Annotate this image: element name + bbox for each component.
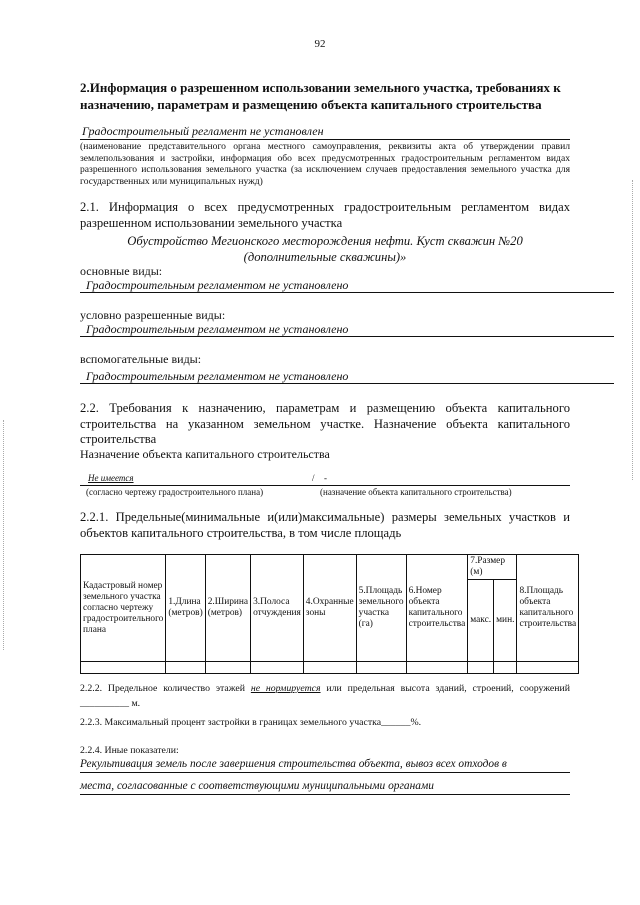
section-heading: 2.Информация о разрешенном использовании земельного участка, требованиях к назначению, параметрам и размещению объекта капитального строительства — [80, 80, 561, 112]
purpose-slash: / — [312, 473, 315, 483]
other-indicators-line2 — [80, 780, 570, 795]
object-name-line1: Обустройство Мегионского месторождения нефти. Куст скважин №20 — [127, 234, 523, 248]
col-size: 7.Размер (м) — [468, 555, 517, 580]
regulation-statement — [80, 124, 570, 140]
auxiliary-uses-label: вспомогательные виды: — [80, 352, 202, 366]
floors-value: не нормируется — [250, 683, 321, 694]
floors-prefix: 2.2.2. Предельное количество этажей — [80, 683, 246, 694]
purpose-label: Назначение объекта капитального строительства — [80, 447, 330, 461]
section-2-2-2 — [80, 681, 570, 711]
col-objnum: 6.Номер объекта капитального строительства — [406, 555, 468, 662]
other-indicators-text1: Рекультивация земель после завершения строительства объекта, вывоз всех отходов в — [80, 758, 507, 770]
section-2-1-title: 2.1. Информация о всех предусмотренных градостроительным регламентом видах разрешенном использовании земельного участка — [80, 200, 570, 230]
section-2-2-1-title: 2.2.1. Предельные(минимальные и(или)максимальные) размеры земельных участков и объектов капитального строительства, в том числе площадь — [80, 510, 570, 540]
col-strip: 3.Полоса отчуждения — [251, 555, 304, 662]
object-name-line2: (дополнительные скважины)» — [243, 250, 407, 264]
regulation-statement-text: Градостроительный регламент не установлен — [82, 124, 324, 138]
page-number: 92 — [314, 38, 326, 50]
purpose-caption-left: (согласно чертежу градостроительного плана) — [86, 487, 264, 497]
conditional-uses-value: Градостроительным регламентом не установлено — [86, 322, 349, 336]
conditional-uses-label: условно разрешенные виды: — [80, 308, 226, 322]
conditional-uses-field — [80, 322, 614, 337]
main-uses-field — [80, 278, 614, 293]
object-name — [80, 233, 570, 265]
coverage-blank: ______ — [381, 717, 411, 728]
col-length: 1.Длина (метров) — [166, 555, 205, 662]
col-area: 5.Площадь земельного участка (га) — [356, 555, 406, 662]
coverage-unit: %. — [410, 717, 422, 728]
regulation-note: (наименование представительного органа местного самоуправления, реквизиты акта об утверждении правил землепользования и застройки, информация обо всех предусмотренных градостроительным регламентом видах разрешенного использования земельного участка (за исключением случаев предоставления земельного участка для государственных или муниципальных нужд) — [80, 141, 570, 187]
coverage-text: 2.2.3. Максимальный процент застройки в границах земельного участка — [80, 717, 382, 728]
col-cadastral: Кадастровый номер земельного участка согласно чертежу градостроительного плана — [81, 555, 166, 662]
col-protect: 4.Охранные зоны — [303, 555, 356, 662]
other-indicators-line1 — [80, 758, 570, 773]
other-indicators-text2: места, согласованные с соответствующими муниципальными органами — [80, 780, 434, 792]
purpose-value: Не имеется — [88, 473, 134, 483]
auxiliary-uses-value: Градостроительным регламентом не установлено — [86, 369, 349, 383]
height-unit: м. — [131, 698, 141, 709]
col-buildarea: 8.Площадь объекта капитального строительства — [517, 555, 579, 662]
table-row — [81, 662, 579, 674]
floors-suffix: или предельная высота зданий, строений, сооружений — [326, 683, 570, 694]
height-blank: __________ — [80, 698, 129, 709]
main-uses-label: основные виды: — [80, 264, 163, 278]
col-size-max: макс. — [468, 580, 494, 662]
scan-margin-left — [3, 420, 5, 650]
col-width: 2.Ширина (метров) — [205, 555, 250, 662]
scan-margin-right — [632, 180, 634, 480]
section-2-2-4-title: 2.2.4. Иные показатели: — [80, 745, 179, 756]
section-2-2-3 — [80, 717, 421, 728]
purpose-caption-right: (назначение объекта капитального строительства) — [320, 487, 512, 497]
auxiliary-uses-field — [80, 369, 614, 384]
purpose-dash: - — [324, 473, 327, 483]
main-uses-value: Градостроительным регламентом не установлено — [86, 278, 349, 292]
section-2-2-title: 2.2. Требования к назначению, параметрам и размещению объекта капитального строительства на указанном земельном участке. Назначение объекта капитального строительства — [80, 401, 570, 446]
purpose-field — [80, 473, 570, 486]
col-size-min: мин. — [494, 580, 517, 662]
parameters-table — [80, 554, 579, 674]
